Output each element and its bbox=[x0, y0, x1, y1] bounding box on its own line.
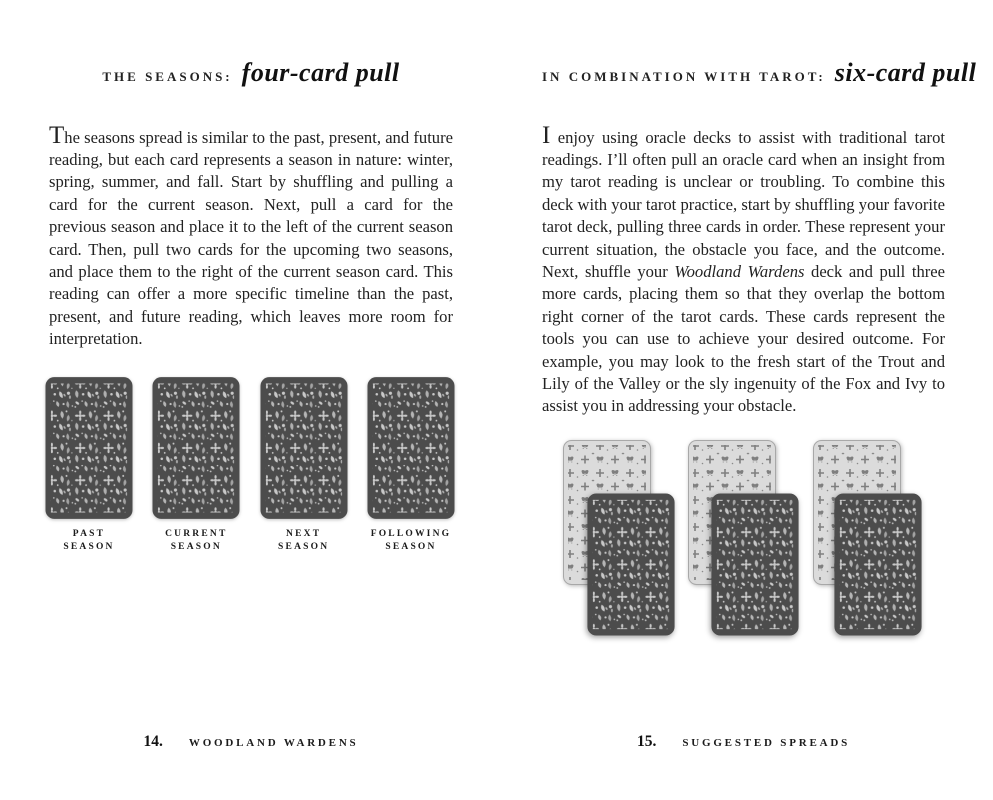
right-title-eyebrow: IN COMBINATION WITH TAROT: bbox=[542, 69, 826, 84]
page-right bbox=[542, 0, 977, 800]
card-label-line1: CURRENT bbox=[165, 529, 228, 539]
left-raised-cap: T bbox=[49, 121, 65, 149]
right-raised-cap: I bbox=[542, 121, 551, 149]
oracle-card-back-icon bbox=[586, 493, 676, 636]
card-position-label bbox=[165, 528, 227, 555]
card-label-line2: SEASON bbox=[278, 542, 330, 553]
page-left bbox=[49, 0, 453, 800]
left-title-script: four-card pull bbox=[241, 58, 400, 87]
oracle-card-back-icon bbox=[833, 493, 923, 636]
oracle-card-back-icon bbox=[260, 375, 348, 521]
left-title-eyebrow: THE SEASONS: bbox=[102, 69, 233, 84]
card-label-line2: SEASON bbox=[170, 542, 222, 553]
right-body-part1: enjoy using oracle decks to assist with traditional tarot readings. I’ll often pull an oracle card when an insight from my tarot reading is unclear or troubling. To combine this deck with your tarot practice, start by shuffling your favorite tarot deck, pulling three cards in order. These represent your current situation, the obstacle you face, and the outcome. Next, shuffle your bbox=[542, 127, 945, 282]
four-card-spread bbox=[45, 375, 455, 555]
card-label-line2: SEASON bbox=[385, 542, 437, 553]
left-page-title bbox=[49, 58, 453, 88]
right-title-script: six-card pull bbox=[834, 58, 977, 87]
card-label-line1: PAST bbox=[72, 529, 106, 539]
oracle-card-back-icon bbox=[152, 375, 240, 521]
right-body-paragraph bbox=[542, 123, 945, 418]
left-body-paragraph bbox=[49, 123, 453, 351]
card-label-line1: NEXT bbox=[286, 529, 322, 539]
oracle-card-back-icon bbox=[710, 493, 800, 636]
left-page-footer bbox=[49, 733, 453, 751]
oracle-card-back-icon bbox=[45, 375, 133, 521]
right-page-number: 15. bbox=[636, 733, 657, 750]
card-position-label bbox=[63, 528, 114, 555]
right-page-footer bbox=[542, 733, 945, 751]
right-page-title bbox=[542, 58, 977, 88]
right-body-part2: deck and pull three more cards, placing them so that they overlap the bottom right corner of the tarot cards. These cards represent the tools you can use to achieve your desired outcome. For example, you may look to the fresh start of the Trout and Lily of the Valley or the sly ingenuity of the Fox and Ivy to assist you in addressing your obstacle. bbox=[542, 262, 946, 416]
right-running-head: SUGGESTED SPREADS bbox=[682, 737, 851, 749]
oracle-card-back-icon bbox=[367, 375, 455, 521]
left-page-number: 14. bbox=[143, 733, 163, 750]
card-label-line1: FOLLOWING bbox=[370, 529, 452, 539]
left-running-head: WOODLAND WARDENS bbox=[188, 737, 359, 749]
left-body-text: he seasons spread is similar to the past, present, and future reading, but each card represents a season in nature: winter, spring, summer, and fall. Start by shuffling and pulling a card for the current season. Next, pull a card for the previous season and place it to the left of the current season card. Then, pull two cards for the upcoming two seasons, and place them to the right of the current season card. This reading can offer a more specific timeline than the past, present, and future reading, which leaves more room for interpretation. bbox=[49, 127, 453, 349]
right-body-italic-deck-name: Woodland Wardens bbox=[674, 262, 805, 282]
card-position-label bbox=[278, 528, 329, 555]
card-slot-current-season bbox=[152, 375, 240, 555]
six-card-spread bbox=[563, 440, 925, 638]
card-label-line2: SEASON bbox=[63, 542, 115, 553]
card-slot-past-season bbox=[45, 375, 133, 555]
card-slot-following-season bbox=[367, 375, 455, 555]
card-slot-next-season bbox=[260, 375, 348, 555]
card-position-label bbox=[371, 528, 452, 555]
